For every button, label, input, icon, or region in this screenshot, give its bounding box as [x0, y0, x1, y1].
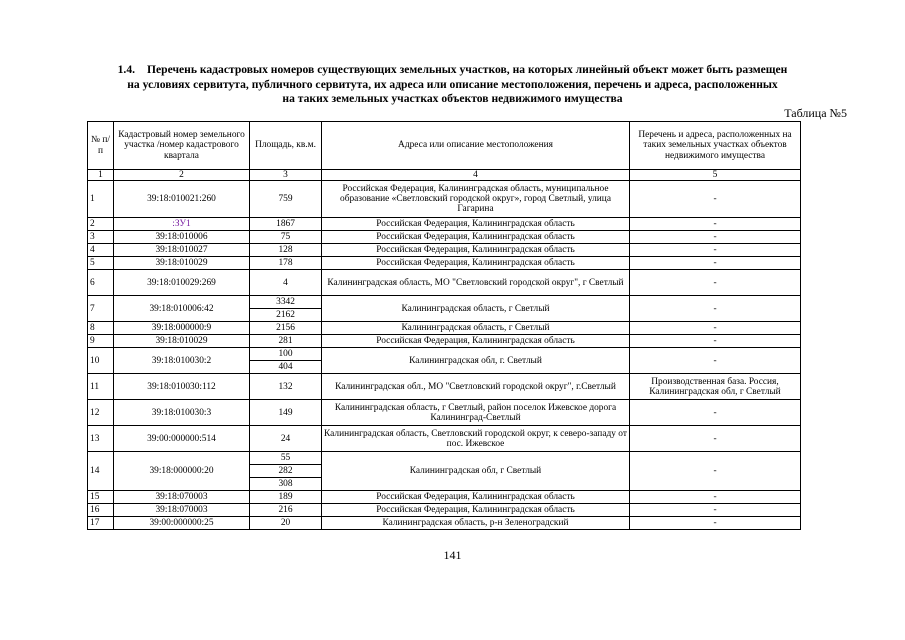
row-number: 14 — [88, 452, 114, 491]
row-number: 15 — [88, 491, 114, 504]
table-row — [88, 218, 801, 231]
cadastral-number: 39:18:010006 — [114, 231, 250, 244]
header-row — [88, 122, 801, 170]
heading-line-1 — [60, 63, 845, 78]
row-number: 1 — [88, 181, 114, 218]
objects: - — [630, 504, 801, 517]
objects: - — [630, 270, 801, 296]
area-value: 20 — [250, 517, 322, 530]
objects: - — [630, 400, 801, 426]
area-value: 75 — [250, 231, 322, 244]
address: Российская Федерация, Калининградская область — [322, 504, 630, 517]
address: Российская Федерация, Калининградская область — [322, 218, 630, 231]
address: Российская Федерация, Калининградская область — [322, 231, 630, 244]
header-area: Площадь, кв.м. — [250, 122, 322, 170]
row-number: 6 — [88, 270, 114, 296]
table-row — [88, 504, 801, 517]
table-row — [88, 244, 801, 257]
cadastral-number: 39:18:010030:3 — [114, 400, 250, 426]
cadastral-number: 39:18:010021:260 — [114, 181, 250, 218]
address: Российская Федерация, Калининградская область — [322, 257, 630, 270]
address: Российская Федерация, Калининградская область — [322, 244, 630, 257]
cadastral-number: 39:18:010029 — [114, 335, 250, 348]
header-cadastral: Кадастровый номер земельного участка /номер кадастрового квартала — [114, 122, 250, 170]
objects: - — [630, 244, 801, 257]
heading-text-1: Перечень кадастровых номеров существующих земельных участков, на которых линейный объект может быть размещен — [147, 63, 788, 76]
area-value: 55 — [250, 452, 322, 465]
cadastral-number: 39:00:000000:514 — [114, 426, 250, 452]
cadastral-number: 39:18:070003 — [114, 491, 250, 504]
objects: - — [630, 491, 801, 504]
area-value: 4 — [250, 270, 322, 296]
address: Калининградская область, р-н Зеленоградский — [322, 517, 630, 530]
cadastral-number: 39:18:010030:112 — [114, 374, 250, 400]
table-caption: Таблица №5 — [784, 106, 847, 120]
column-number-row — [88, 170, 801, 181]
table-row — [88, 181, 801, 218]
objects: Производственная база. Россия, Калининградская обл, г Светлый — [630, 374, 801, 400]
heading-line-2: на условиях сервитута, публичного сервитута, их адреса или описание местоположения, перечень и адреса, расположенных — [127, 77, 778, 91]
heading-line-3: на таких земельных участках объектов недвижимого имущества — [282, 92, 623, 105]
objects: - — [630, 218, 801, 231]
address: Калининградская область, г Светлый, район поселок Ижевское дорога Калининград-Светлый — [322, 400, 630, 426]
row-number: 12 — [88, 400, 114, 426]
row-number: 8 — [88, 322, 114, 335]
address: Калининградская область, г Светлый — [322, 322, 630, 335]
objects: - — [630, 322, 801, 335]
area-value: 308 — [250, 478, 322, 491]
table-row — [88, 452, 801, 465]
table-row — [88, 335, 801, 348]
address: Российская Федерация, Калининградская область — [322, 335, 630, 348]
column-number: 4 — [322, 170, 630, 181]
area-value: 1867 — [250, 218, 322, 231]
cadastral-number: 39:18:010030:2 — [114, 348, 250, 374]
table-row — [88, 257, 801, 270]
section-number: 1.4. — [117, 63, 136, 76]
area-value: 281 — [250, 335, 322, 348]
row-number: 10 — [88, 348, 114, 374]
table-row — [88, 348, 801, 361]
area-value: 2162 — [250, 309, 322, 322]
table-row — [88, 374, 801, 400]
cadastral-number: 39:18:070003 — [114, 504, 250, 517]
cadastral-table — [87, 121, 801, 530]
row-number: 17 — [88, 517, 114, 530]
area-value: 24 — [250, 426, 322, 452]
area-value: 128 — [250, 244, 322, 257]
cadastral-number: :ЗУ1 — [114, 218, 250, 231]
row-number: 5 — [88, 257, 114, 270]
table-row — [88, 517, 801, 530]
table-row — [88, 400, 801, 426]
table-row — [88, 296, 801, 309]
area-value: 404 — [250, 361, 322, 374]
cadastral-number: 39:18:000000:20 — [114, 452, 250, 491]
address: Российская Федерация, Калининградская область, муниципальное образование «Светловский городской округ», город Светлый, улица Гагарина — [322, 181, 630, 218]
area-value: 282 — [250, 465, 322, 478]
header-address: Адреса или описание местоположения — [322, 122, 630, 170]
area-value: 178 — [250, 257, 322, 270]
address: Калининградская обл, г Светлый — [322, 452, 630, 491]
objects: - — [630, 517, 801, 530]
area-value: 189 — [250, 491, 322, 504]
address: Калининградская область, Светловский городской округ, к северо-западу от пос. Ижевское — [322, 426, 630, 452]
address: Калининградская обл, г. Светлый — [322, 348, 630, 374]
row-number: 4 — [88, 244, 114, 257]
row-number: 2 — [88, 218, 114, 231]
row-number: 13 — [88, 426, 114, 452]
cadastral-number: 39:18:010027 — [114, 244, 250, 257]
table-row — [88, 270, 801, 296]
objects: - — [630, 181, 801, 218]
area-value: 100 — [250, 348, 322, 361]
address: Калининградская обл., МО "Светловский городской округ", г.Светлый — [322, 374, 630, 400]
row-number: 9 — [88, 335, 114, 348]
area-value: 149 — [250, 400, 322, 426]
area-value: 216 — [250, 504, 322, 517]
area-value: 132 — [250, 374, 322, 400]
row-number: 3 — [88, 231, 114, 244]
table-row — [88, 322, 801, 335]
address: Российская Федерация, Калининградская область — [322, 491, 630, 504]
address: Калининградская область, МО "Светловский городской округ", г Светлый — [322, 270, 630, 296]
objects: - — [630, 231, 801, 244]
area-value: 3342 — [250, 296, 322, 309]
column-number: 2 — [114, 170, 250, 181]
cadastral-number: 39:00:000000:25 — [114, 517, 250, 530]
table-row — [88, 491, 801, 504]
cadastral-number: 39:18:000000:9 — [114, 322, 250, 335]
objects: - — [630, 335, 801, 348]
row-number: 7 — [88, 296, 114, 322]
header-objects: Перечень и адреса, расположенных на таких земельных участках объектов недвижимого имущества — [630, 122, 801, 170]
row-number: 11 — [88, 374, 114, 400]
objects: - — [630, 348, 801, 374]
cadastral-number: 39:18:010006:42 — [114, 296, 250, 322]
row-number: 16 — [88, 504, 114, 517]
address: Калининградская область, г Светлый — [322, 296, 630, 322]
header-number: № п/п — [88, 122, 114, 170]
area-value: 2156 — [250, 322, 322, 335]
cadastral-number: 39:18:010029:269 — [114, 270, 250, 296]
table-row — [88, 426, 801, 452]
section-heading — [60, 63, 845, 107]
area-value: 759 — [250, 181, 322, 218]
table-row — [88, 231, 801, 244]
column-number: 1 — [88, 170, 114, 181]
objects: - — [630, 296, 801, 322]
column-number: 3 — [250, 170, 322, 181]
objects: - — [630, 257, 801, 270]
objects: - — [630, 426, 801, 452]
objects: - — [630, 452, 801, 491]
column-number: 5 — [630, 170, 801, 181]
cadastral-number: 39:18:010029 — [114, 257, 250, 270]
page-number: 141 — [443, 548, 462, 562]
